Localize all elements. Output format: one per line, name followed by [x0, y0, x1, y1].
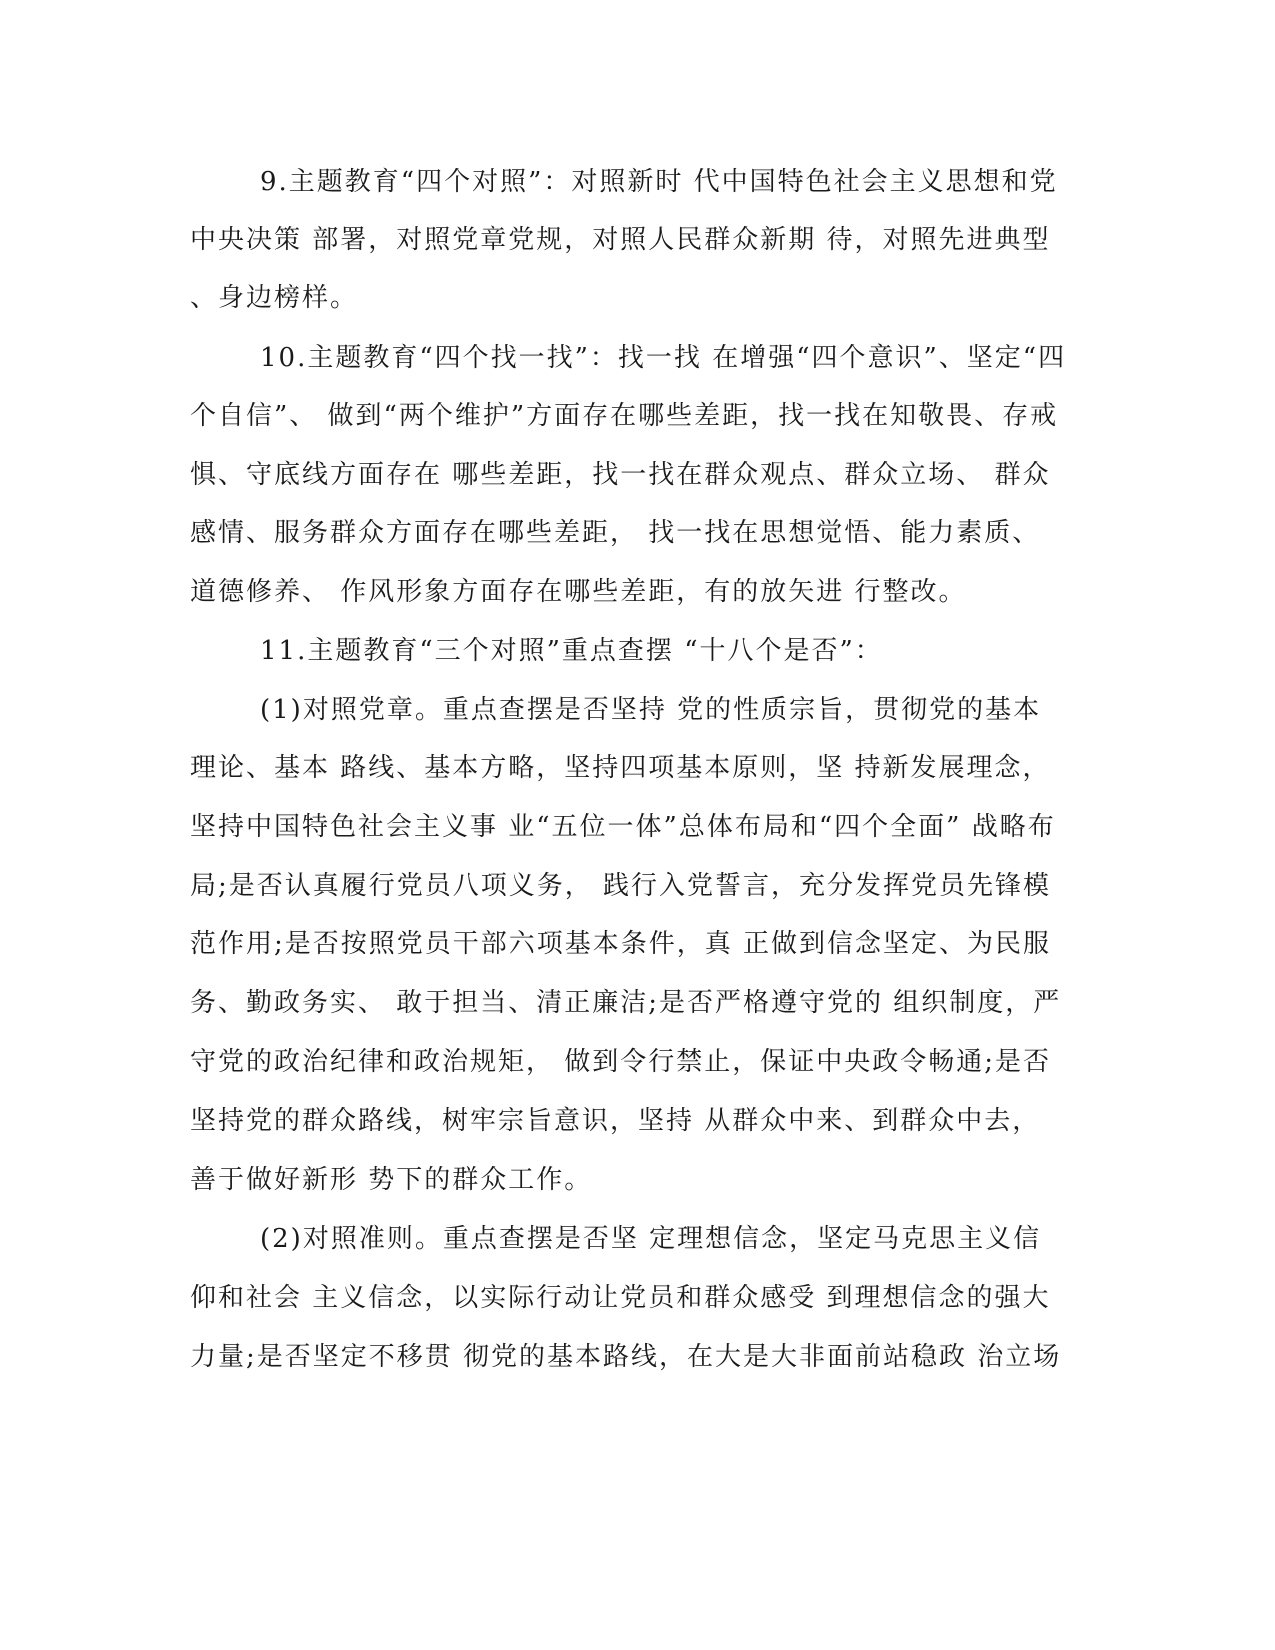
paragraph-9-line-2: 中央决策 部署，对照党章党规，对照人民群众新期 待，对照先进典型	[190, 225, 1051, 255]
item-1-line-9: 善于做好新形 势下的群众工作。	[190, 1165, 593, 1195]
item-1-line-6: 务、勤政务实、 敢于担当、清正廉洁;是否严格遵守党的 组织制度，严	[190, 988, 1062, 1018]
item-1-line-3: 坚持中国特色社会主义事 业“五位一体”总体布局和“四个全面” 战略布	[190, 812, 1056, 842]
paragraph-10-line-4: 感情、服务群众方面存在哪些差距， 找一找在思想觉悟、能力素质、	[190, 518, 1041, 548]
paragraph-10-line-1: 10.主题教育“四个找一找”：找一找 在增强“四个意识”、坚定“四	[260, 343, 1067, 373]
paragraph-9-line-1: 9.主题教育“四个对照”：对照新时 代中国特色社会主义思想和党	[260, 167, 1058, 197]
item-1-line-1: (1)对照党章。重点查摆是否坚持 党的性质宗旨，贯彻党的基本	[260, 695, 1042, 725]
item-2-line-3: 力量;是否坚定不移贯 彻党的基本路线，在大是大非面前站稳政 治立场	[190, 1342, 1062, 1372]
item-2-line-2: 仰和社会 主义信念，以实际行动让党员和群众感受 到理想信念的强大	[190, 1283, 1051, 1313]
paragraph-11-heading: 11.主题教育“三个对照”重点查摆 “十八个是否”：	[260, 636, 883, 666]
paragraph-10-line-2: 个自信”、 做到“两个维护”方面存在哪些差距，找一找在知敬畏、存戒	[190, 401, 1059, 431]
item-1-line-7: 守党的政治纪律和政治规矩， 做到令行禁止，保证中央政令畅通;是否	[190, 1047, 1052, 1077]
paragraph-9-line-3: 、身边榜样。	[190, 283, 359, 313]
item-1-line-5: 范作用;是否按照党员干部六项基本条件，真 正做到信念坚定、为民服	[190, 929, 1052, 959]
item-2-line-1: (2)对照准则。重点查摆是否坚 定理想信念，坚定马克思主义信	[260, 1224, 1042, 1254]
paragraph-10-line-5: 道德修养、 作风形象方面存在哪些差距，有的放矢进 行整改。	[190, 577, 967, 607]
item-1-line-4: 局;是否认真履行党员八项义务， 践行入党誓言，充分发挥党员先锋模	[190, 871, 1052, 901]
item-1-line-8: 坚持党的群众路线，树牢宗旨意识，坚持 从群众中来、到群众中去，	[190, 1106, 1041, 1136]
item-1-line-2: 理论、基本 路线、基本方略，坚持四项基本原则，坚 持新发展理念，	[190, 753, 1051, 783]
paragraph-10-line-3: 惧、守底线方面存在 哪些差距，找一找在群众观点、群众立场、 群众	[190, 460, 1051, 490]
